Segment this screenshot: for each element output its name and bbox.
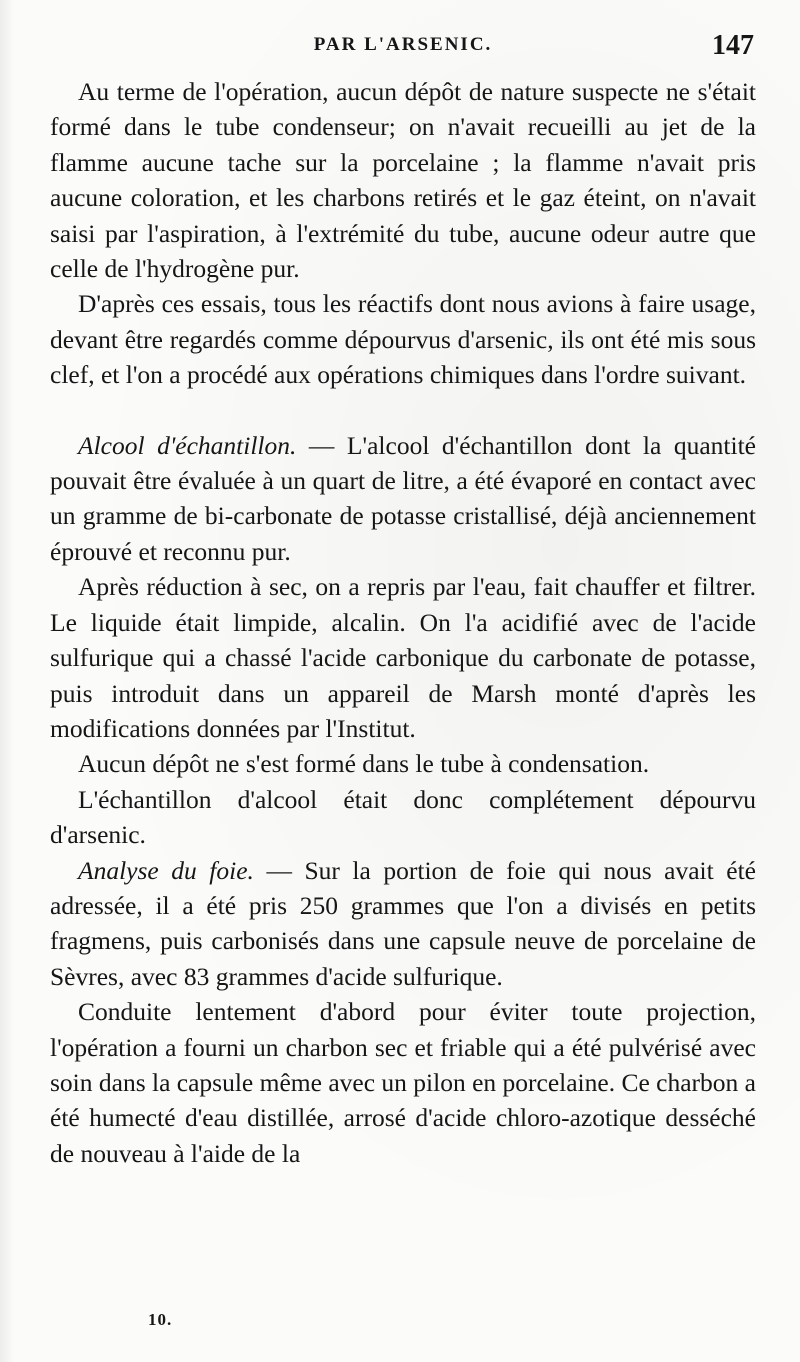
section-spacer bbox=[50, 393, 756, 428]
section-alcohol-lead bbox=[50, 428, 756, 570]
running-title: PAR L'ARSENIC. bbox=[313, 34, 493, 55]
paragraph-no-deposit: Aucun dépôt ne s'est formé dans le tube à condensation. bbox=[78, 749, 650, 779]
paragraph-reagents: D'après ces essais, tous les réactifs dont nous avions à faire usage, devant être regardés comme dépourvus d'arsenic, ils ont été mis sous clef, et l'on a procédé aux opérations chimiques dans l'ordre suivant. bbox=[50, 289, 756, 390]
paragraph-carbonization: Conduite lentement d'abord pour éviter toute projection, l'opération a fourni un charbon sec et friable qui a été pulvérisé avec soin dans la capsule même avec un pilon en porcelaine. Ce charbon a été humecté d'eau distillée, arrosé d'acide chloro-azotique desséché de nouveau à l'aide de la bbox=[50, 997, 756, 1168]
section-liver-lead bbox=[50, 853, 756, 995]
section-liver-text: — Sur la portion de foie qui nous avait été adressée, il a été pris 250 grammes que l'on a divisés en petits fragmens, puis carbonisés dans une capsule neuve de porcelaine de Sèvres, avec 83 grammes d'acide sulfurique. bbox=[50, 855, 756, 991]
section-title-alcohol: Alcool d'échantillon. bbox=[78, 430, 297, 460]
page-number: 147 bbox=[712, 30, 754, 61]
signature-mark: 10. bbox=[148, 1310, 173, 1329]
paragraph-opening: Au terme de l'opération, aucun dépôt de nature suspecte ne s'était formé dans le tube condenseur; on n'avait recueilli au jet de la flamme aucune tache sur la porcelaine ; la flamme n'avait pris aucune coloration, et les charbons retirés et le gaz éteint, on n'avait saisi par l'aspiration, à l'extrémité du tube, aucune odeur autre que celle de l'hydrogène pur. bbox=[50, 77, 756, 284]
section-title-liver: Analyse du foie. bbox=[78, 855, 254, 885]
paragraph-conclusion: L'échantillon d'alcool était donc complétement dépourvu d'arsenic. bbox=[50, 784, 756, 850]
section-alcohol-text: — L'alcool d'échantillon dont la quantité pouvait être évaluée à un quart de litre, a été évaporé en contact avec un gramme de bi-carbonate de potasse cristallisé, déjà anciennement éprouvé et reconnu pur. bbox=[50, 430, 756, 566]
running-head bbox=[50, 30, 756, 74]
paragraph-reduction: Après réduction à sec, on a repris par l'eau, fait chauffer et filtrer. Le liquide était limpide, alcalin. On l'a acidifié avec de l'acide sulfurique qui a chassé l'acide carbonique du carbonate de potasse, puis introduit dans un appareil de Marsh monté d'après les modifications données par l'Institut. bbox=[50, 572, 756, 743]
